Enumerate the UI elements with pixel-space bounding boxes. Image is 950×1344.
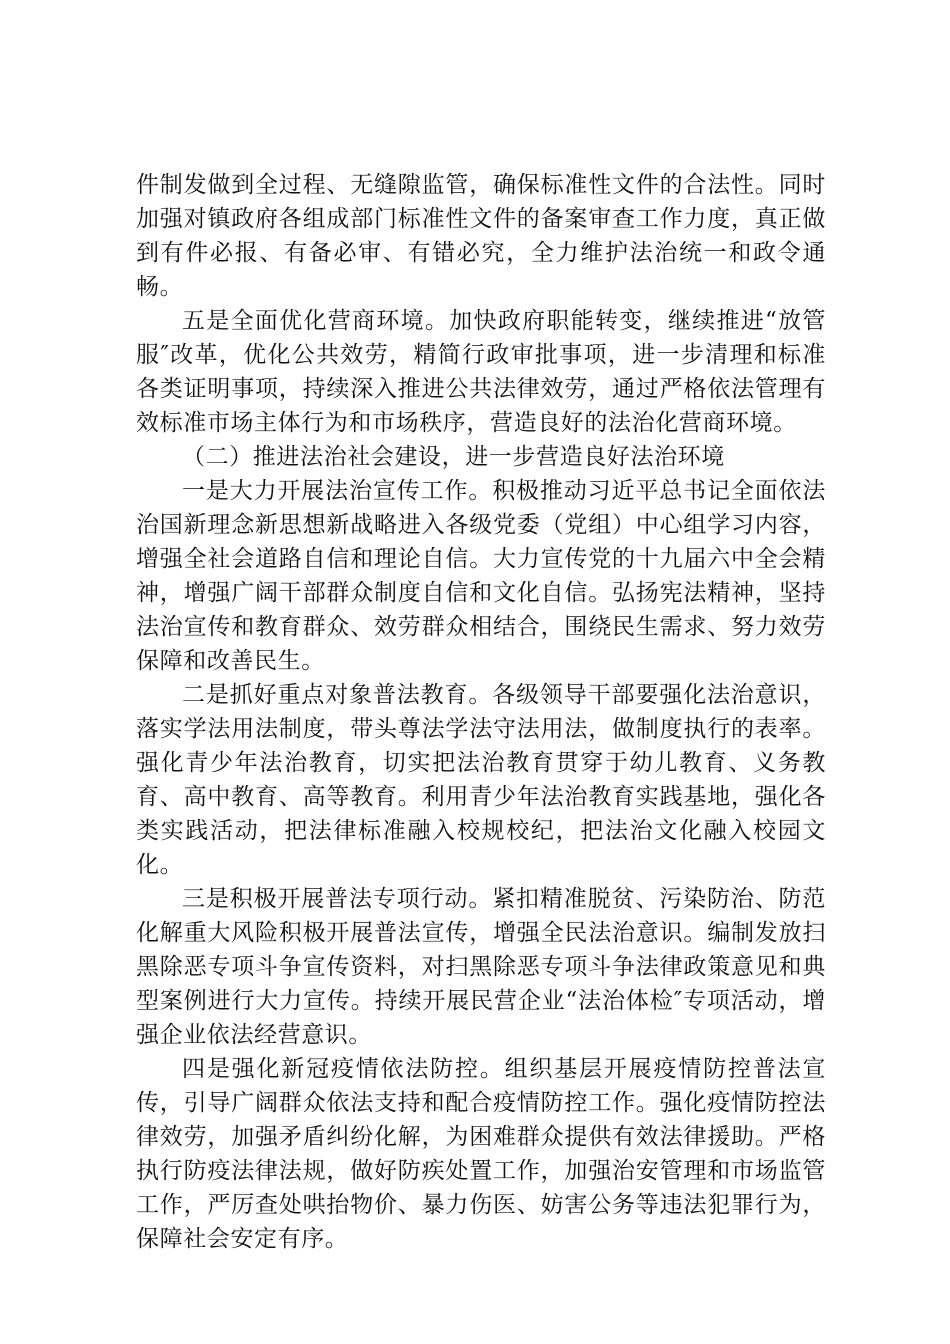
paragraph-epidemic-prevention: 四是强化新冠疫情依法防控。组织基层开展疫情防控普法宣传，引导广阔群众依法支持和配合疫情防控工作。强化疫情防控法律效劳，加强矛盾纠纷化解，为困难群众提供有效法律援助。严格执行防疫法律法规，做好防疾处置工作，加强治安管理和市场监管工作，严厉查处哄抬物价、暴力伤医、妨害公务等违法犯罪行为，保障社会安定有序。 <box>136 1056 826 1252</box>
paragraph-special-campaigns: 三是积极开展普法专项行动。紧扣精准脱贫、污染防治、防范化解重大风险积极开展普法宣传，增强全民法治意识。编制发放扫黑除恶专项斗争宣传资料，对扫黑除恶专项斗争法律政策意见和典型案例进行大力宣传。持续开展民营企业“法治体检″专项活动，增强企业依法经营意识。 <box>136 886 826 1048</box>
paragraph-key-target-education: 二是抓好重点对象普法教育。各级领导干部要强化法治意识，落实学法用法制度，带头尊法学法守法用法，做制度执行的表率。强化青少年法治教育，切实把法治教育贯穿于幼儿教育、义务教育、高中教育、高等教育。利用青少年法治教育实践基地，强化各类实践活动，把法律标准融入校规校纪，把法治文化融入校园文化。 <box>136 682 826 878</box>
body-text <box>136 168 826 1256</box>
section-heading-rule-of-law-society: （二）推进法治社会建设，进一步营造良好法治环境 <box>182 444 725 470</box>
paragraph-legal-publicity: 一是大力开展法治宣传工作。积极推动习近平总书记全面依法治国新理念新思想新战略进入各级党委（党组）中心组学习内容，增强全社会道路自信和理论自信。大力宣传党的十九届六中全会精神，增强广阔干部群众制度自信和文化自信。弘扬宪法精神，坚持法治宣传和教育群众、效劳群众相结合，围绕民生需求、努力效劳保障和改善民生。 <box>136 478 826 674</box>
paragraph-continued: 件制发做到全过程、无缝隙监管，确保标准性文件的合法性。同时加强对镇政府各组成部门标准性文件的备案审查工作力度，真正做到有件必报、有备必审、有错必究，全力维护法治统一和政令通畅。 <box>136 172 826 300</box>
paragraph-optimize-business-environment: 五是全面优化营商环境。加快政府职能转变，继续推进“放管服″改革，优化公共效劳，精简行政审批事项，进一步清理和标准各类证明事项，持续深入推进公共法律效劳，通过严格依法管理有效标准市场主体行为和市场秩序，营造良好的法治化营商环境。 <box>136 308 826 436</box>
